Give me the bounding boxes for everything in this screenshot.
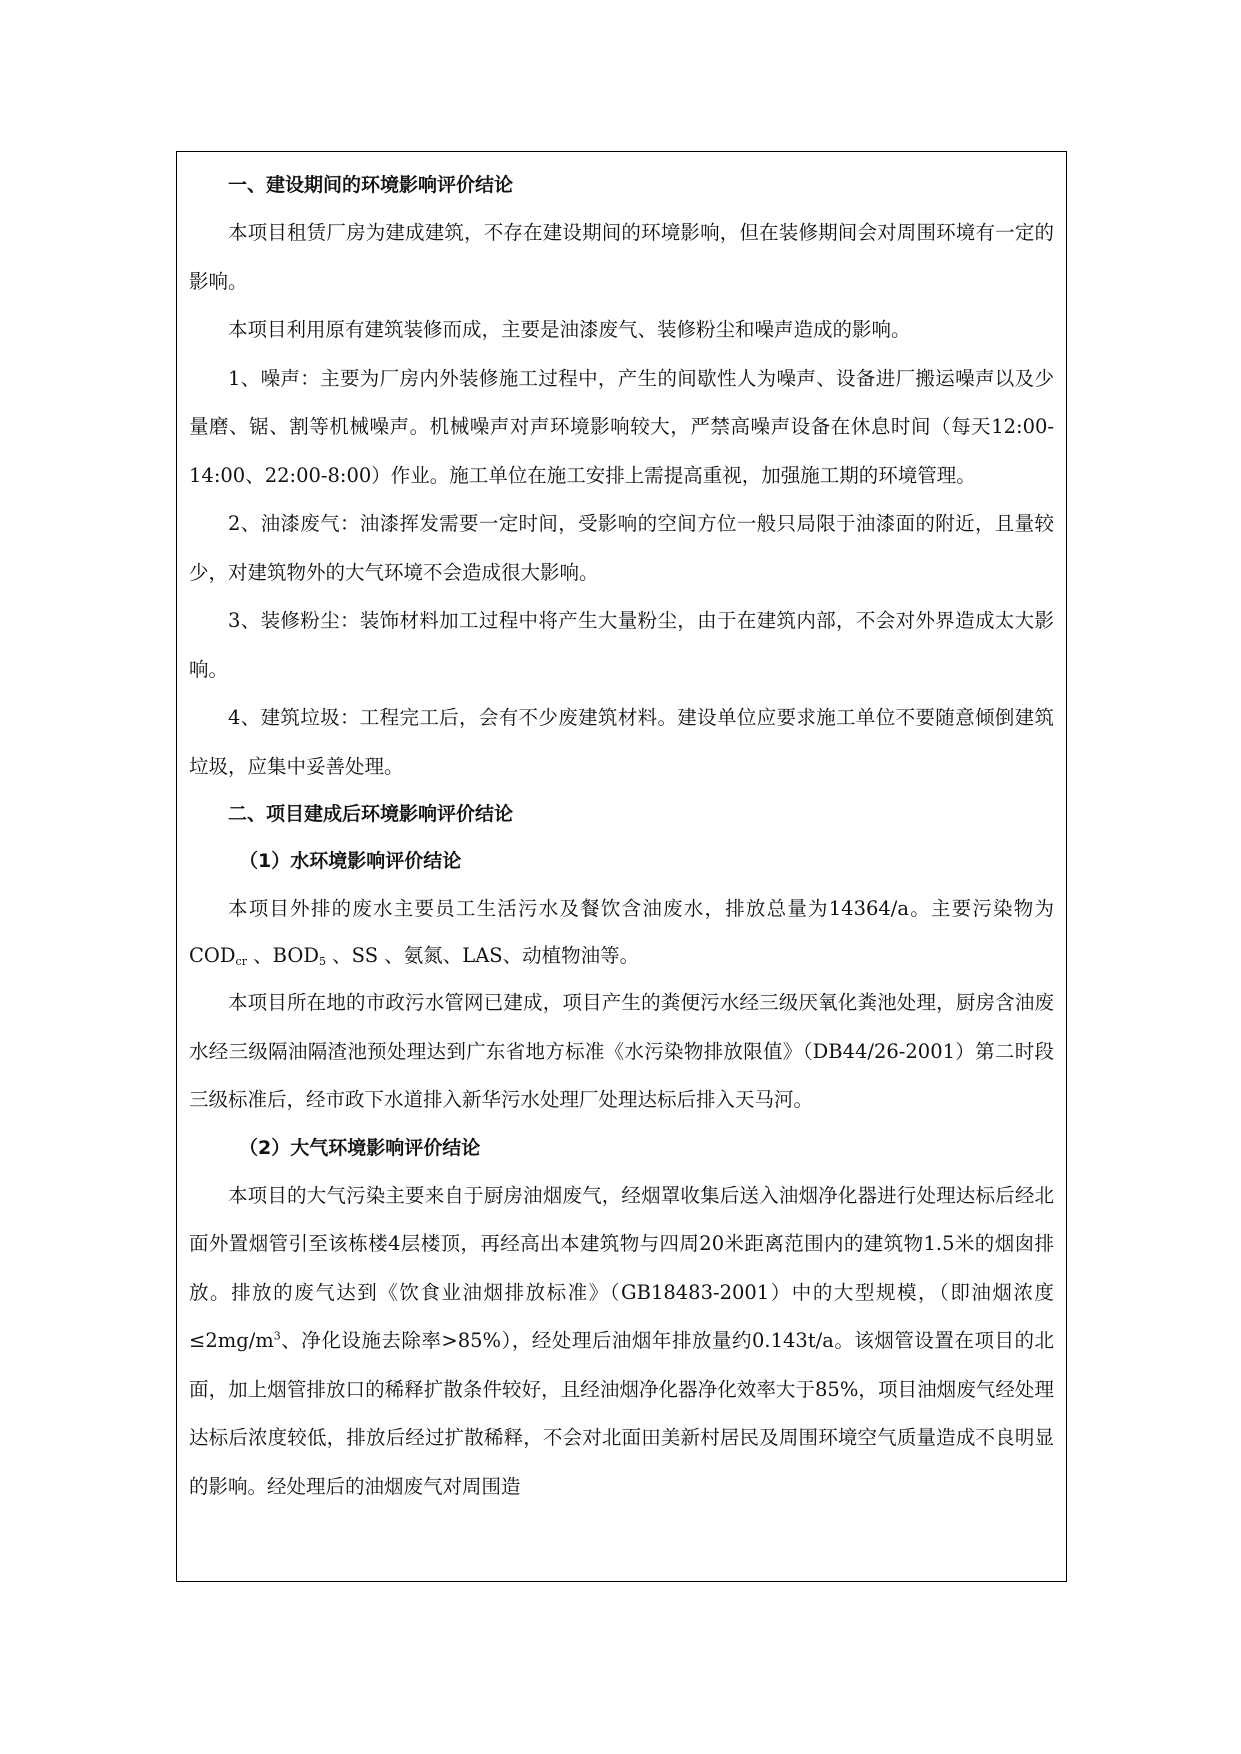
section-2-2-title: （2）大气环境影响评价结论 — [239, 1136, 481, 1159]
text-run: 本项目的大气污染主要来自于厨房油烟废气，经烟罩收集后送入油烟净化器进行处理达标后经北面外置烟管引至该栋楼4层楼顶，再经高出本建筑物与四周20米距离范围内的建筑物1.5米的烟囱排放。排放的废气达到《饮食业油烟排放标准》（GB18483-2001）中的大型规模，（即油烟浓度≤2mg/m — [189, 1183, 1054, 1352]
superscript-3: 3 — [273, 1329, 281, 1343]
text-run: 、BOD — [246, 944, 319, 967]
text-run: 本项目外排的废水主要员工生活污水及餐饮含油废水，排放总量为14364/a。主要污染物为COD — [189, 897, 1054, 967]
section-2-2-paragraph-1 — [189, 1172, 1054, 1512]
section-1-paragraph-2: 本项目利用原有建筑装修而成，主要是油漆废气、装修粉尘和噪声造成的影响。 — [228, 318, 911, 341]
section-1-paragraph-waste: 4、建筑垃圾：工程完工后，会有不少废建筑材料。建设单位应要求施工单位不要随意倾倒建筑垃圾，应集中妥善处理。 — [189, 706, 1054, 778]
section-2-title: 二、项目建成后环境影响评价结论 — [228, 803, 514, 825]
document-frame — [176, 151, 1067, 1582]
section-1-paragraph-dust: 3、装修粉尘：装饰材料加工过程中将产生大量粉尘，由于在建筑内部，不会对外界造成太大影响。 — [189, 609, 1054, 681]
text-run: 、SS 、氨氮、LAS、动植物油等。 — [325, 944, 640, 967]
section-2-1-title: （1）水环境影响评价结论 — [239, 850, 462, 872]
section-1-paragraph-noise: 1、噪声：主要为厂房内外装修施工过程中，产生的间歇性人为噪声、设备进厂搬运噪声以及少量磨、锯、割等机械噪声。机械噪声对声环境影响较大，严禁高噪声设备在休息时间（每天12:00-14:00、22:00-8:00）作业。施工单位在施工安排上需提高重视，加强施工期的环境管理。 — [189, 366, 1054, 487]
text-run: 、净化设施去除率>85%），经处理后油烟年排放量约0.143t/a。该烟管设置在项目的北面，加上烟管排放口的稀释扩散条件较好，且经油烟净化器净化效率大于85%，项目油烟废气经处理达标后浓度较低，排放后经过扩散稀释，不会对北面田美新村居民及周围环境空气质量造成不良明显的影响。经处理后的油烟废气对周围造 — [189, 1329, 1054, 1498]
document-content — [177, 152, 1066, 1511]
section-1-title: 一、建设期间的环境影响评价结论 — [228, 174, 514, 196]
section-2-1-paragraph-1 — [189, 885, 1054, 979]
section-2-1-paragraph-2: 本项目所在地的市政污水管网已建成，项目产生的粪便污水经三级厌氧化粪池处理，厨房含油废水经三级隔油隔渣池预处理达到广东省地方标准《水污染物排放限值》（DB44/26-2001）第二时段三级标准后，经市政下水道排入新华污水处理厂处理达标后排入天马河。 — [189, 991, 1054, 1111]
subscript-5: 5 — [318, 955, 326, 968]
section-1-paragraph-1: 本项目租赁厂房为建成建筑，不存在建设期间的环境影响，但在装修期间会对周围环境有一定的影响。 — [189, 221, 1054, 293]
section-1-paragraph-paint: 2、油漆废气：油漆挥发需要一定时间，受影响的空间方位一般只局限于油漆面的附近，且量较少，对建筑物外的大气环境不会造成很大影响。 — [189, 512, 1054, 584]
subscript-cr: cr — [235, 955, 247, 968]
